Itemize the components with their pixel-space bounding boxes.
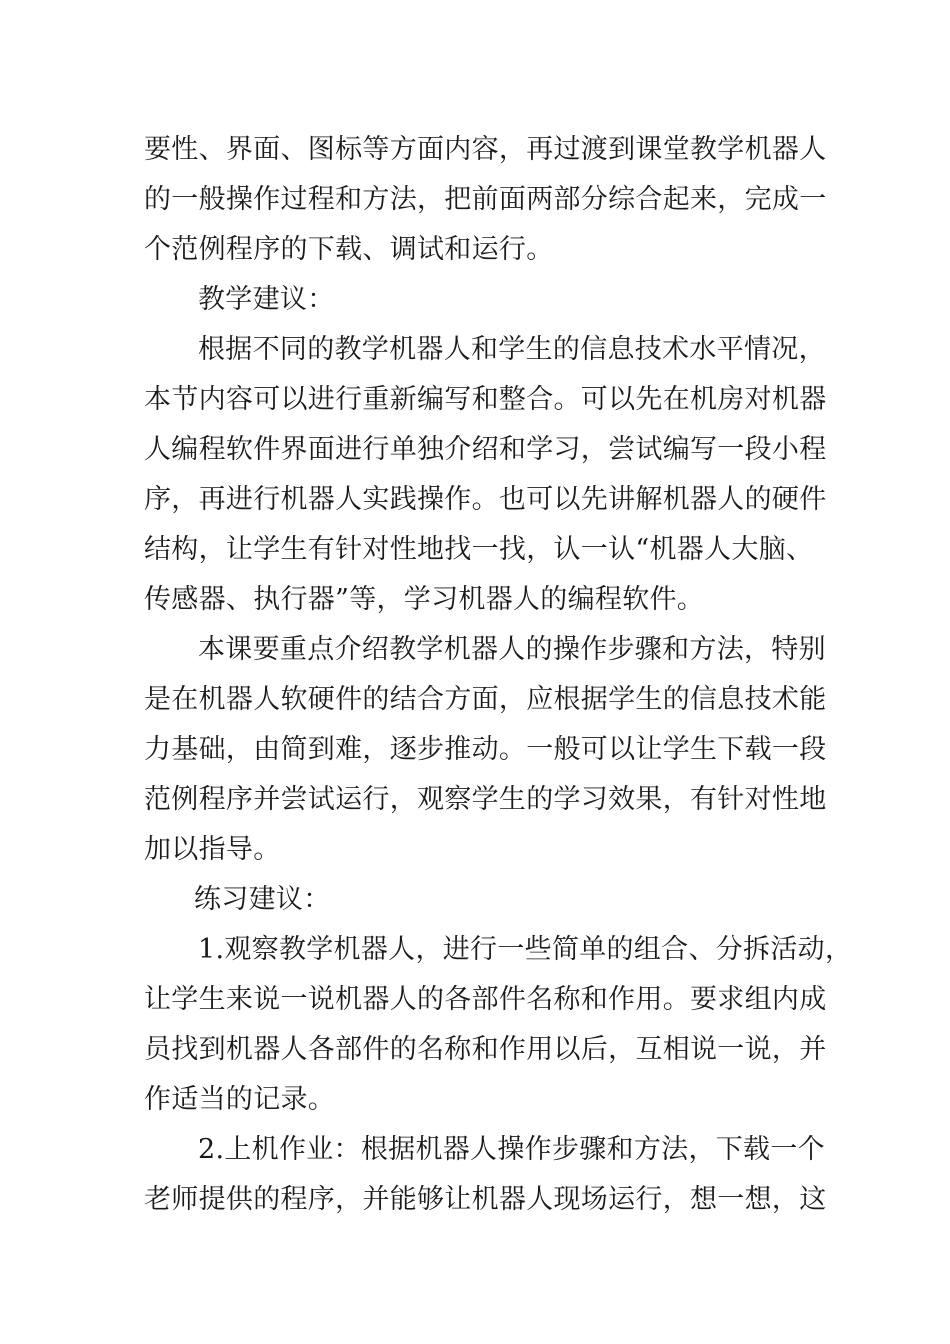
paragraph-line: 本节内容可以进行重新编写和整合。可以先在机房对机器 (144, 384, 827, 415)
section-heading: 教学建议： (198, 284, 335, 315)
paragraph-line: 要性、界面、图标等方面内容，再过渡到课堂教学机器人 (144, 134, 827, 165)
paragraph-line: 结构，让学生有针对性地找一找，认一认“机器人大脑、 (144, 534, 814, 565)
list-item-line: 让学生来说一说机器人的各部件名称和作用。要求组内成 (144, 984, 827, 1015)
list-item-line: 1.观察教学机器人，进行一些简单的组合、分拆活动， (198, 934, 853, 965)
paragraph-line: 的一般操作过程和方法，把前面两部分综合起来，完成一 (144, 184, 827, 215)
list-item-line: 老师提供的程序，并能够让机器人现场运行，想一想，这 (144, 1184, 827, 1215)
list-item-line: 员找到机器人各部件的名称和作用以后，互相说一说，并 (144, 1034, 827, 1065)
paragraph-line: 是在机器人软硬件的结合方面，应根据学生的信息技术能 (144, 684, 827, 715)
paragraph-line: 力基础，由简到难，逐步推动。一般可以让学生下载一段 (144, 734, 827, 765)
paragraph-line: 序，再进行机器人实践操作。也可以先讲解机器人的硬件 (144, 484, 827, 515)
paragraph-line: 个范例程序的下载、调试和运行。 (144, 234, 554, 265)
paragraph-line: 人编程软件界面进行单独介绍和学习，尝试编写一段小程 (144, 434, 827, 465)
paragraph-line: 加以指导。 (144, 834, 281, 865)
list-item-line: 2.上机作业：根据机器人操作步骤和方法，下载一个 (198, 1134, 825, 1165)
list-item-line: 作适当的记录。 (144, 1084, 336, 1115)
paragraph-line: 根据不同的教学机器人和学生的信息技术水平情况， (198, 334, 826, 365)
paragraph-line: 传感器、执行器”等，学习机器人的编程软件。 (144, 584, 705, 615)
section-heading: 练习建议： (194, 884, 331, 915)
paragraph-line: 范例程序并尝试运行，观察学生的学习效果，有针对性地 (144, 784, 827, 815)
paragraph-line: 本课要重点介绍教学机器人的操作步骤和方法，特别 (198, 634, 826, 665)
